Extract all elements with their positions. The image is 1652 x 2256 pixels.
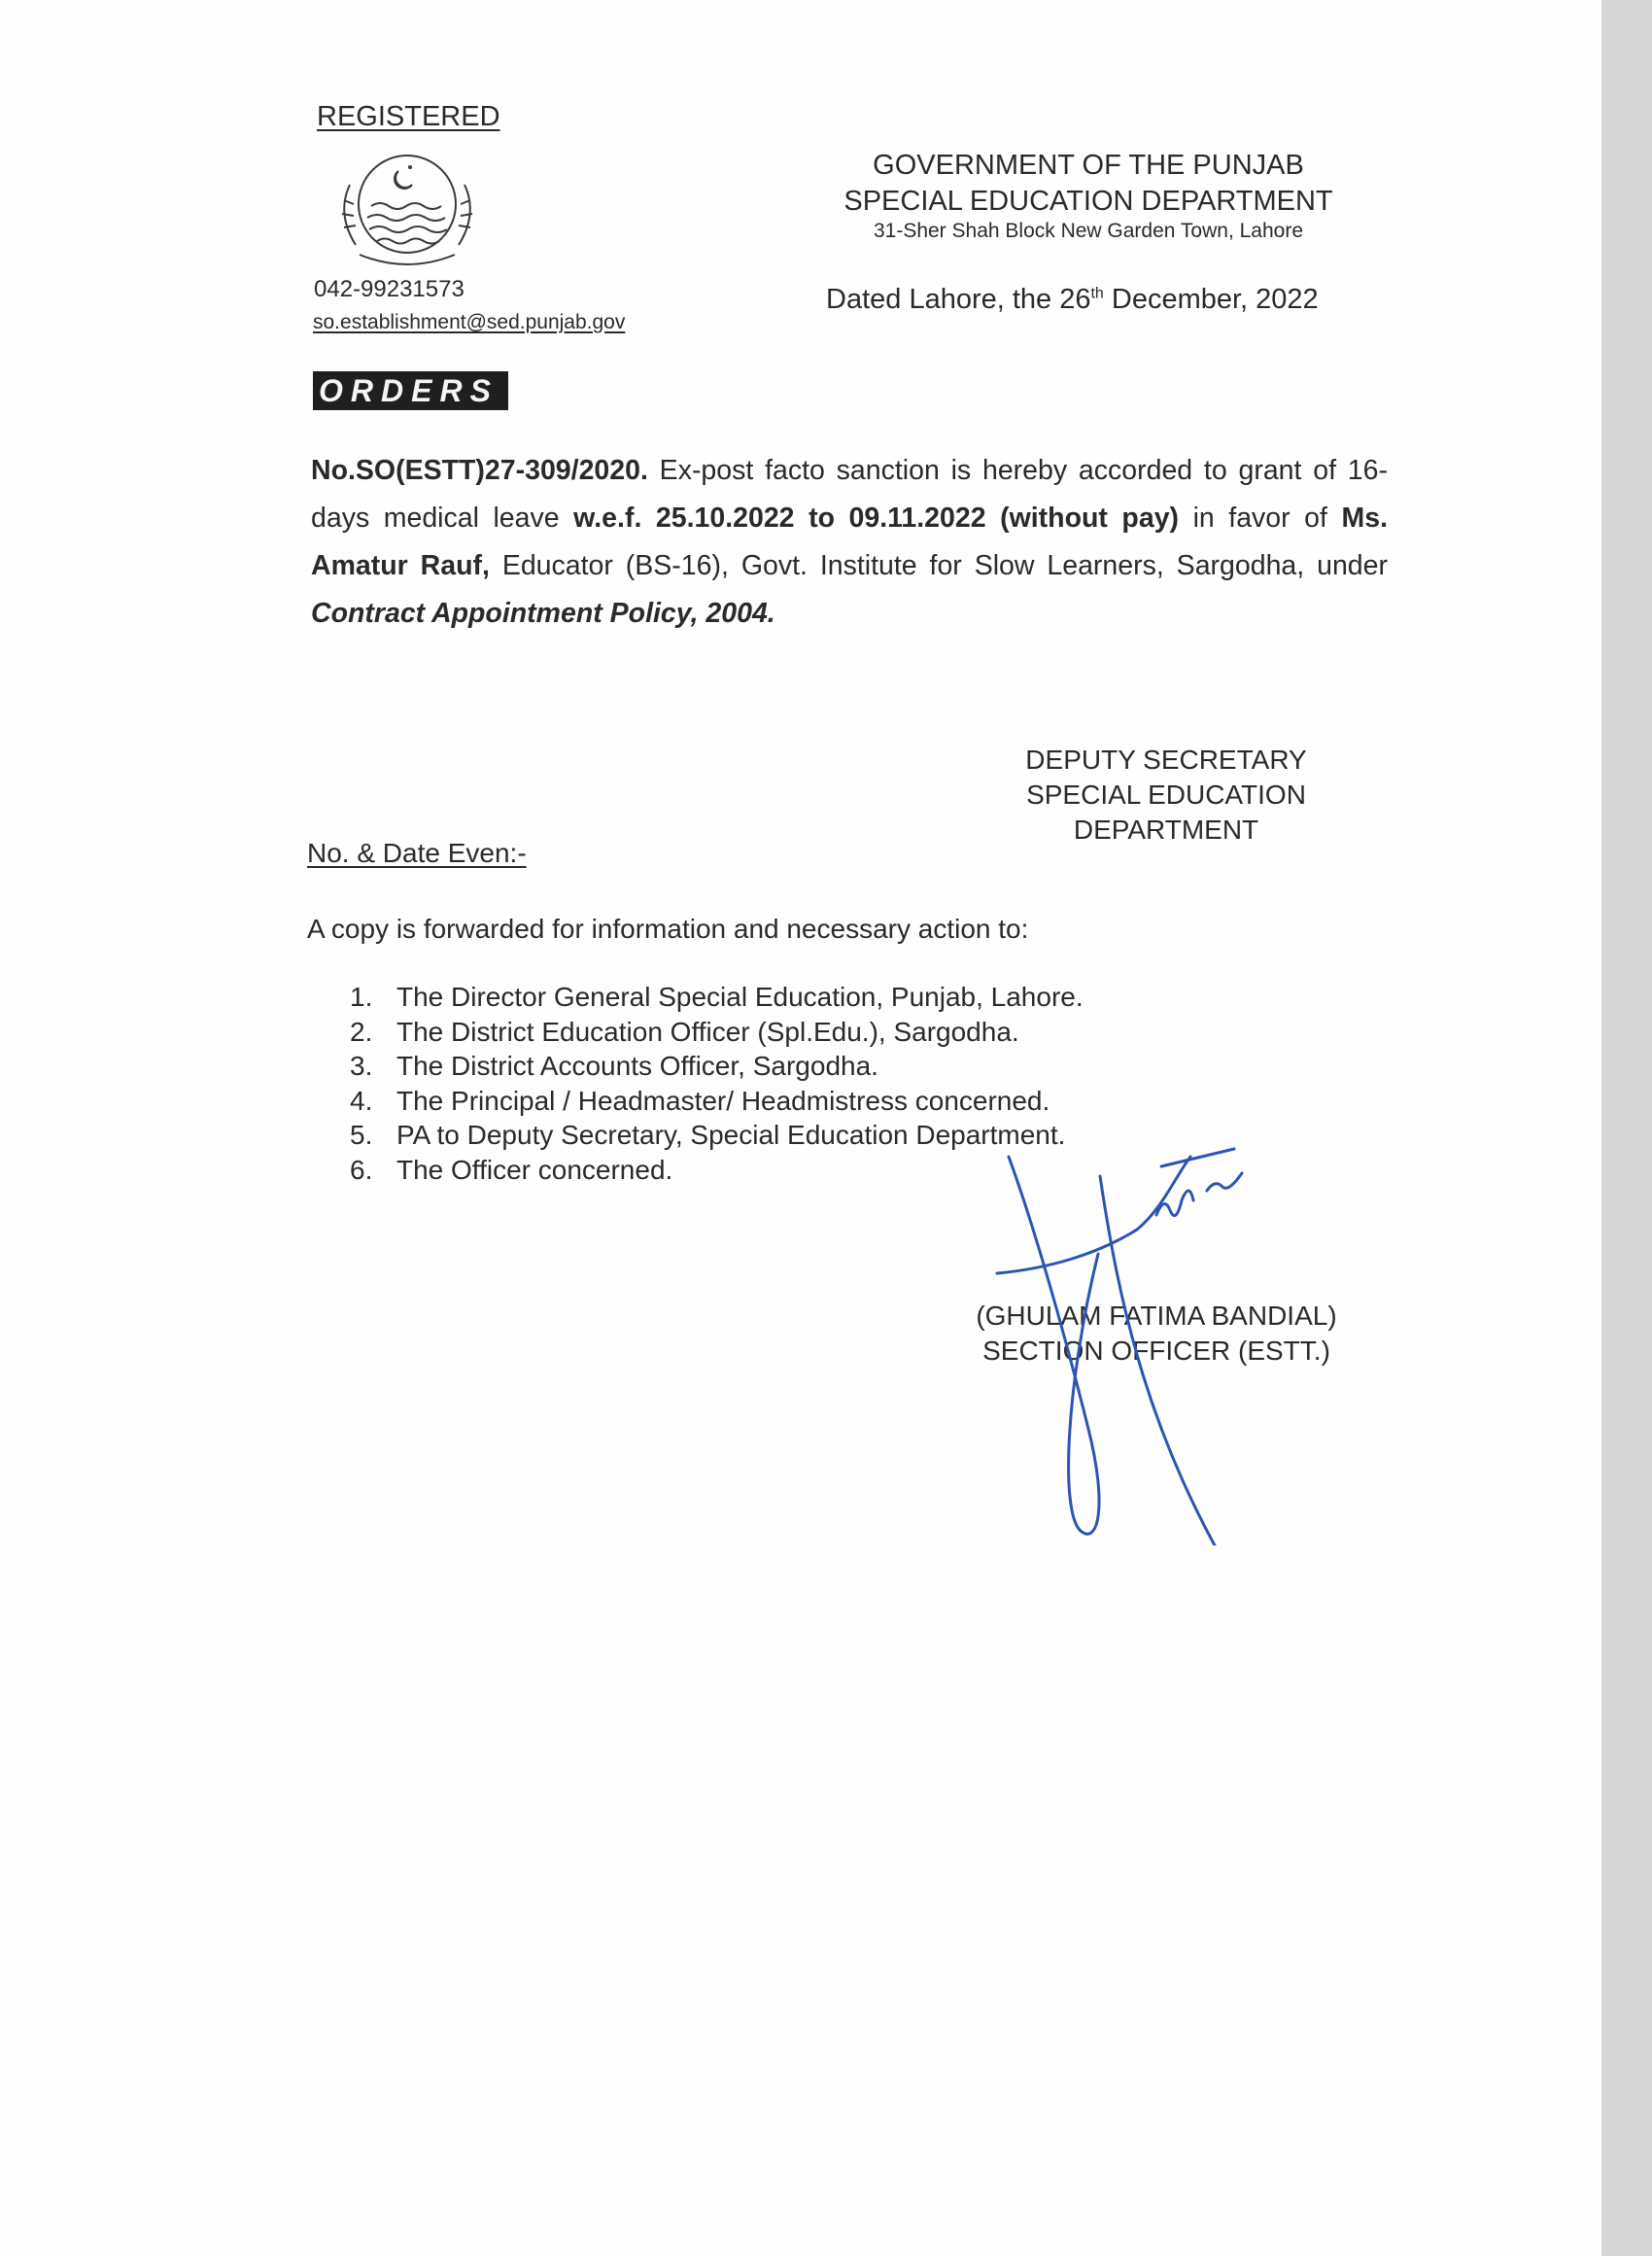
order-text-1: Ex-post facto sanction is hereby accorded to grant of 16-days medical leave xyxy=(311,455,1388,534)
deputy-secretary-block xyxy=(981,743,1351,848)
list-text: The Director General Special Education, Punjab, Lahore. xyxy=(396,982,1084,1012)
date-suffix: December, 2022 xyxy=(1103,284,1319,315)
phone-number: 042-99231573 xyxy=(314,276,465,302)
list-text: The District Education Officer (Spl.Edu.), Sargodha. xyxy=(396,1016,1019,1047)
government-header xyxy=(816,148,1360,220)
list-item xyxy=(350,1118,1084,1153)
gov-title: GOVERNMENT OF THE PUNJAB xyxy=(873,150,1304,181)
list-text: The District Accounts Officer, Sargodha. xyxy=(396,1051,878,1081)
list-number: 3. xyxy=(350,1051,373,1081)
signature-icon xyxy=(991,1137,1283,1545)
list-number: 4. xyxy=(350,1085,373,1116)
order-text-3: Educator (BS-16), Govt. Institute for Slow Learners, Sargodha, under xyxy=(489,550,1388,581)
date-prefix: Dated Lahore, the 26 xyxy=(826,284,1091,315)
list-number: 5. xyxy=(350,1120,373,1150)
deputy-line-2: SPECIAL EDUCATION xyxy=(1026,780,1306,810)
registered-label: REGISTERED xyxy=(317,101,500,132)
order-paragraph xyxy=(311,447,1388,638)
order-number: No.SO(ESTT)27-309/2020. xyxy=(311,455,648,486)
policy-name: Contract Appointment Policy, 2004. xyxy=(311,598,775,629)
list-item xyxy=(350,1084,1084,1119)
scan-edge xyxy=(1601,0,1652,2256)
recipient-list xyxy=(350,980,1084,1187)
list-item xyxy=(350,1049,1084,1084)
list-text: The Officer concerned. xyxy=(396,1154,673,1185)
list-item xyxy=(350,980,1084,1015)
list-item xyxy=(350,1015,1084,1050)
officer-name: (GHULAM FATIMA BANDIAL) xyxy=(976,1301,1337,1331)
list-text: The Principal / Headmaster/ Headmistress concerned. xyxy=(396,1085,1050,1116)
date-ordinal: th xyxy=(1090,285,1104,302)
department-title: SPECIAL EDUCATION DEPARTMENT xyxy=(843,186,1333,217)
leave-period: w.e.f. 25.10.2022 to 09.11.2022 (without pay) xyxy=(573,503,1180,534)
orders-heading: ORDERS xyxy=(313,371,508,410)
punjab-emblem-icon xyxy=(321,146,494,272)
copy-forwarded-line: A copy is forwarded for information and necessary action to: xyxy=(307,914,1029,944)
deputy-line-1: DEPUTY SECRETARY xyxy=(1025,745,1307,775)
list-item xyxy=(350,1153,1084,1188)
email-link[interactable]: so.establishment@sed.punjab.gov xyxy=(313,311,626,333)
list-text: PA to Deputy Secretary, Special Education Department. xyxy=(396,1120,1066,1150)
date-line xyxy=(826,284,1319,316)
officer-title: SECTION OFFICER (ESTT.) xyxy=(982,1336,1330,1366)
no-date-even-heading: No. & Date Even:- xyxy=(307,838,527,868)
deputy-line-3: DEPARTMENT xyxy=(1073,815,1259,845)
employee-name: Ms. Amatur Rauf, xyxy=(311,503,1388,581)
list-number: 2. xyxy=(350,1016,373,1047)
order-text-2: in favor of xyxy=(1179,503,1342,534)
list-number: 6. xyxy=(350,1154,373,1185)
list-number: 1. xyxy=(350,982,373,1012)
department-address: 31-Sher Shah Block New Garden Town, Lahore xyxy=(873,220,1304,242)
